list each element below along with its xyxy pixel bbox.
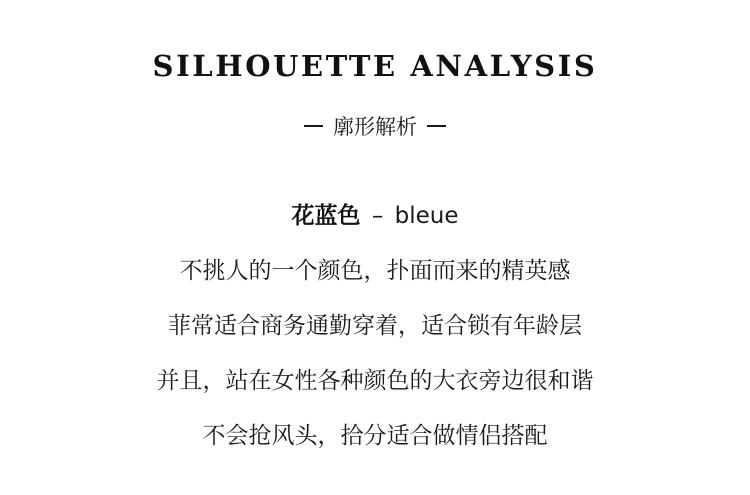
description-line-4: 不会抢风头，拾分适合做情侣搭配 xyxy=(202,423,548,449)
description-line-2: 菲常适合商务通勤穿着，适合锁有年龄层 xyxy=(168,313,582,339)
right-dash-divider xyxy=(427,125,446,127)
page-subtitle xyxy=(0,117,750,138)
color-heading xyxy=(0,203,750,231)
color-separator: – xyxy=(371,203,384,229)
subtitle-text: 廓形解析 xyxy=(333,115,417,139)
description-line-1: 不挑人的一个颜色，扑面而来的精英感 xyxy=(179,258,571,284)
description-line-3: 并且，站在女性各种颜色的大衣旁边很和谐 xyxy=(156,368,594,394)
page-title: SILHOUETTE ANALYSIS xyxy=(152,49,598,83)
color-name-cn: 花蓝色 xyxy=(291,203,361,229)
color-name-en: bleue xyxy=(394,203,459,229)
left-dash-divider xyxy=(304,125,323,127)
